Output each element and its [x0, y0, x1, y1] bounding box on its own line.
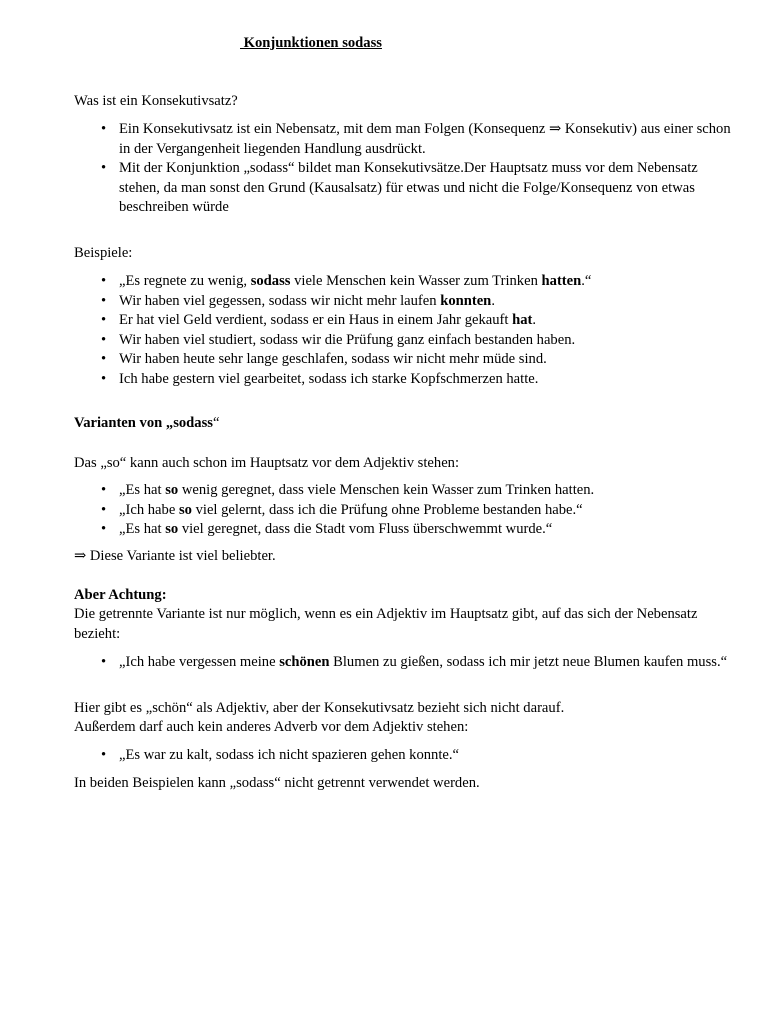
caution-text: Die getrennte Variante ist nur möglich, wenn es ein Adjektiv im Hauptsatz gibt, auf das sich der Nebensatz bezieht:: [74, 606, 698, 642]
list-item: • „Es war zu kalt, sodass ich nicht spazieren gehen konnte.“: [74, 746, 734, 766]
caution-example-list: [74, 653, 734, 673]
closing-sentence: In beiden Beispielen kann „sodass“ nicht getrennt verwendet werden.: [74, 775, 480, 791]
variants-list: [74, 481, 734, 540]
page-title: Konjunktionen sodass: [240, 35, 382, 51]
definition-question: Was ist ein Konsekutivsatz?: [74, 93, 238, 109]
list-item: • Wir haben viel studiert, sodass wir die Prüfung ganz einfach bestanden haben.: [74, 331, 734, 351]
caution-line-1: Hier gibt es „schön“ als Adjektiv, aber der Konsekutivsatz bezieht sich nicht darauf.: [74, 700, 565, 716]
definition-section: [74, 92, 734, 112]
caution-example2-list: [74, 746, 734, 766]
list-item: • „Ich habe vergessen meine schönen Blumen zu gießen, sodass ich mir jetzt neue Blumen kaufen muss.“: [74, 653, 734, 673]
caution-line-2: Außerdem darf auch kein anderes Adverb vor dem Adjektiv stehen:: [74, 719, 469, 735]
list-item: • Mit der Konjunktion „sodass“ bildet man Konsekutivsätze.Der Hauptsatz muss vor dem Nebensatz stehen, da man sonst den Grund (Kausalsatz) für etwas und nicht die Folge/Konsequenz von etwas beschreiben würde: [74, 159, 734, 218]
list-item: • „Es hat so viel geregnet, dass die Stadt vom Fluss überschwemmt wurde.“: [74, 520, 734, 540]
variants-note: ⇒ Diese Variante ist viel beliebter.: [74, 548, 276, 564]
list-item: • „Es regnete zu wenig, sodass viele Menschen kein Wasser zum Trinken hatten.“: [74, 272, 734, 292]
list-item: • Ich habe gestern viel gearbeitet, sodass ich starke Kopfschmerzen hatte.: [74, 370, 734, 390]
caution-heading: Aber Achtung:: [74, 587, 167, 603]
examples-label: Beispiele:: [74, 245, 133, 261]
definition-list: [74, 120, 734, 218]
list-item: • „Es hat so wenig geregnet, dass viele Menschen kein Wasser zum Trinken hatten.: [74, 481, 734, 501]
list-item: • Wir haben heute sehr lange geschlafen, sodass wir nicht mehr müde sind.: [74, 350, 734, 370]
variants-intro: Das „so“ kann auch schon im Hauptsatz vor dem Adjektiv stehen:: [74, 455, 460, 471]
list-item: • Er hat viel Geld verdient, sodass er ein Haus in einem Jahr gekauft hat.: [74, 311, 734, 331]
list-item: • „Ich habe so viel gelernt, dass ich die Prüfung ohne Probleme bestanden habe.“: [74, 501, 734, 521]
list-item: • Ein Konsekutivsatz ist ein Nebensatz, mit dem man Folgen (Konsequenz ⇒ Konsekutiv) aus einer schon in der Vergangenheit liegenden Handlung ausdrückt.: [74, 120, 734, 159]
list-item: • Wir haben viel gegessen, sodass wir nicht mehr laufen konnten.: [74, 292, 734, 312]
variants-heading: Varianten von „sodass“: [74, 415, 220, 431]
examples-list: [74, 272, 734, 389]
